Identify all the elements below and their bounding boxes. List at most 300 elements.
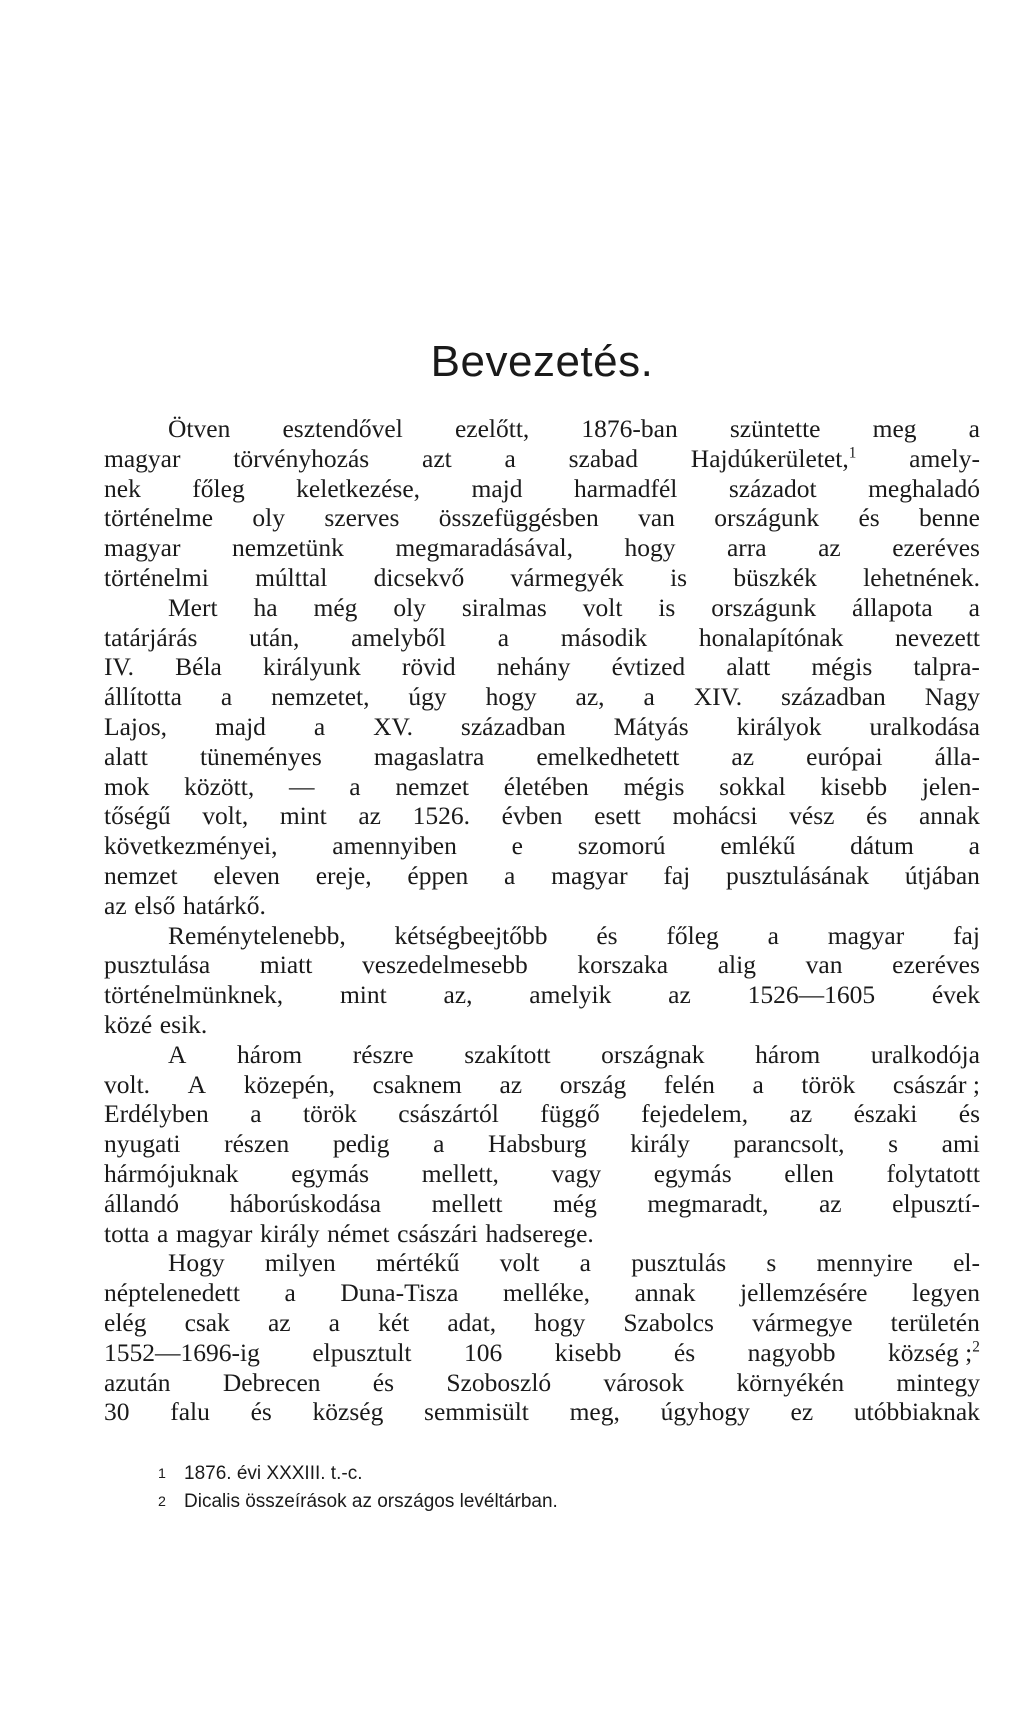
word: tüneményes [199,741,322,771]
footnote [158,1460,958,1488]
word: a [968,414,980,443]
footnote-number: 2 [158,1494,166,1510]
word: Mert [168,592,218,622]
word: község ;$^2$ [887,1337,980,1367]
word: korszaka [577,950,669,980]
word: el- [953,1248,980,1278]
text-line [104,1308,980,1338]
word: pusztulása [104,950,211,980]
word: is [658,592,676,622]
footnote-text: Dicalis összeírások az országos levéltárban. [184,1491,558,1512]
text-line [104,682,980,712]
word: parancsolt, [733,1129,845,1159]
footnote [158,1488,958,1516]
word: azután [104,1367,171,1397]
word: nemzetünk [231,533,344,563]
word: lehetnének. [863,562,980,592]
word: alig [717,950,756,980]
word: egymás [291,1158,370,1188]
word: a [349,771,361,801]
word: pusztulás [631,1248,727,1278]
text-line [104,1368,980,1398]
word: honalapítónak [698,622,844,652]
word: Szabolcs [623,1307,714,1337]
word: alatt [104,741,148,771]
text-line [104,1159,980,1189]
text-line [104,563,980,593]
word: az [104,890,127,920]
word: országunk [714,503,820,533]
word: főleg [666,920,719,950]
word: három [237,1039,303,1069]
word: háborúskodása [229,1188,382,1218]
word: a [328,1307,340,1337]
text-line [104,891,980,921]
word: és [673,1337,696,1367]
word: az, [575,682,605,712]
word: büszkék [733,562,817,592]
word: van [638,503,675,533]
word: a [497,622,510,652]
word: úgyhogy [660,1397,750,1427]
word: benne [919,503,980,533]
word: nemzet [395,771,469,801]
word: nagyobb [747,1337,836,1367]
word: mok [104,771,150,801]
word: hármójuknak [104,1158,239,1188]
word: király [260,1218,320,1248]
word: századot [728,473,817,503]
word: ezeréves [892,533,980,563]
word: az [731,741,755,771]
text-line [104,593,980,623]
word: a [433,1129,445,1159]
word: szabad [568,443,639,473]
word: múlttal [255,562,328,592]
text-line [104,1070,980,1100]
word: ezelőtt, [454,414,530,443]
text-line [104,1099,980,1129]
word: magyar [104,533,181,563]
text-line [104,652,980,682]
word: mennyire [816,1248,913,1278]
word: török [303,1099,357,1129]
text-line [104,1010,980,1040]
word: az [358,801,381,831]
word: folytatott [886,1158,980,1188]
text-line [104,712,980,742]
word: meg, [569,1397,620,1427]
text-line [104,1129,980,1159]
word: ha [253,592,278,622]
word: nek [104,473,141,503]
word: mint [339,980,387,1010]
word: mértékű [375,1248,460,1278]
word: Hogy [168,1248,225,1278]
word: környékén [736,1367,845,1397]
word: 1876-ban [581,414,678,443]
word: felén [663,1069,715,1099]
word: esztendővel [282,414,403,443]
word: a [156,1218,169,1248]
word: között, [184,771,255,801]
word: évek [931,980,980,1010]
word: második [560,622,648,652]
word: álla- [934,741,980,771]
word: mohácsi [672,801,758,831]
word: kisebb [554,1337,622,1367]
word: úgy [408,682,447,712]
word: szerves [324,503,400,533]
word: annak [918,801,980,831]
word: IV. [104,652,134,682]
word: ország [559,1069,627,1099]
word: pedig [332,1129,390,1159]
word: a [643,682,655,712]
word: siralmas [461,592,547,622]
word: Lajos, [104,711,168,741]
word: és [858,503,880,533]
word: összefüggésben [438,503,599,533]
text-line [104,1338,980,1368]
word: falu [170,1397,210,1427]
word: hadserege. [485,1218,594,1248]
word: ez [790,1397,814,1427]
word: évtized [611,652,686,682]
text-line [104,772,980,802]
word: magyar [175,1218,253,1248]
word: amelyik [529,980,612,1010]
word: után, [249,622,300,652]
text-line [104,980,980,1010]
word: században [781,682,886,712]
word: ezeréves [892,950,980,980]
word: alatt [726,652,771,682]
word: első [134,890,176,920]
word: miatt [259,950,313,980]
word: az [668,980,691,1010]
word: a [504,860,516,890]
word: a [250,1099,262,1129]
word: e [511,831,523,861]
word: faj [663,860,691,890]
word: az [499,1069,523,1099]
word: közepén, [243,1069,336,1099]
word: a [767,920,779,950]
word: részen [224,1129,290,1159]
word: A [168,1039,187,1069]
word: vármegye [752,1307,853,1337]
word: faj [953,920,980,950]
word: tatárjárás [104,622,198,652]
word: mellett [431,1188,503,1218]
word: annak [634,1278,696,1308]
word: és [958,1099,980,1129]
word: vármegyék [510,562,624,592]
word: és [250,1397,272,1427]
text-line [104,623,980,653]
word: majd [214,711,266,741]
word: évben [501,801,563,831]
word: megmaradásával, [395,533,574,563]
word: eleven [213,860,280,890]
word: mint [279,801,327,831]
word: azt [422,443,452,473]
word: még [552,1188,597,1218]
word: szomorú [577,831,666,861]
word: király [630,1129,690,1159]
word: részre [352,1039,414,1069]
word: rövid [401,652,456,682]
word: vész [789,801,835,831]
text-line [104,1397,980,1427]
text-line [104,801,980,831]
text-line [104,533,980,563]
word: esik. [159,1009,208,1039]
word: szüntette [729,414,821,443]
word: országnak [601,1039,705,1069]
word: néptelenedett [104,1278,240,1308]
word: jellemzésére [740,1278,868,1308]
text-line [104,742,980,772]
word: nemzetet, [271,682,370,712]
word: ami [941,1129,980,1159]
footnotes [158,1460,958,1516]
word: veszedelmesebb [362,950,528,980]
word: császári [397,1218,478,1248]
word: Ötven [168,414,231,443]
word: Szoboszló [446,1367,552,1397]
word: állandó [104,1188,180,1218]
word: két [378,1307,410,1337]
word: királyok [736,711,822,741]
text-line [104,921,980,951]
word: harmadfél [574,473,678,503]
word: császár ; [892,1069,980,1099]
text-line [104,1219,980,1249]
word: meg [872,414,917,443]
text-line [104,1040,980,1070]
word: magyar [104,443,181,473]
word: mégis [623,771,685,801]
word: a [968,592,980,622]
word: sokkal [719,771,786,801]
word: a [968,831,980,861]
word: és [866,801,888,831]
word: függő [540,1099,600,1129]
word: határkő. [183,890,266,920]
word: Reménytelenebb, [168,920,346,950]
text-line [104,831,980,861]
word: a [752,1069,764,1099]
word: a [579,1248,591,1278]
word: hogy [624,533,676,563]
word: állította [104,682,182,712]
word: milyen [264,1248,336,1278]
word: állapota [852,592,933,622]
word: magyar [551,860,628,890]
word: az [789,1099,813,1129]
word: történelme [104,503,214,533]
word: meghaladó [868,473,980,503]
word: adat, [447,1307,497,1337]
word: közé [104,1009,153,1039]
word: német [327,1218,390,1248]
text-line [104,444,980,474]
word: városok [603,1367,685,1397]
word: Nagy [924,682,980,712]
word: mintegy [896,1367,980,1397]
word: még [313,592,358,622]
word: északi [853,1099,918,1129]
word: s [766,1248,777,1278]
word: hogy [485,682,537,712]
word: legyen [912,1278,980,1308]
word: 30 [104,1397,130,1427]
word: következményei, [104,831,278,861]
word: és [372,1367,395,1397]
word: Debrecen [222,1367,321,1397]
word: tőségű [104,801,171,831]
text-line [104,503,980,533]
word: elég [104,1307,147,1337]
word: A [187,1069,207,1099]
word: uralkodója [870,1039,980,1069]
footnote-text: 1876. évi XXXIII. t.-c. [184,1463,363,1484]
word: oly [393,592,426,622]
word: században [460,711,566,741]
word: XV. [373,711,413,741]
word: dicsekvő [373,562,465,592]
word: életében [503,771,589,801]
word: az [818,533,841,563]
word: vagy [551,1158,602,1188]
word: magaslatra [373,741,485,771]
word: arra [726,533,767,563]
word: a [220,682,233,712]
word: az, [443,980,473,1010]
text-line [104,1189,980,1219]
page-title: Bevezetés. [430,337,654,386]
word: császártól [398,1099,499,1129]
word: volt, [202,801,249,831]
word: ellen [784,1158,834,1188]
word: Habsburg [487,1129,587,1159]
word: 106 [464,1337,503,1367]
word: totta [104,1218,150,1248]
word: az [267,1307,291,1337]
word: szakított [464,1039,551,1069]
word: a [284,1278,296,1308]
word: történelmünknek, [104,980,284,1010]
word: volt [582,592,623,622]
word: amely- [909,443,980,473]
word: kisebb [820,771,888,801]
word: és [596,920,618,950]
word: Hajdúkerületet,$^1$ [690,443,857,473]
word: talpra- [913,652,980,682]
text-line [104,1278,980,1308]
word: jelen- [921,771,980,801]
word: — [289,771,315,801]
word: Duna-Tisza [340,1278,459,1308]
word: nyugati [104,1129,181,1159]
word: emelkedhetett [536,741,680,771]
word: az [818,1188,842,1218]
word: van [805,950,843,980]
word: útjában [904,860,980,890]
word: három [755,1039,821,1069]
word: 1526—1605 [747,980,876,1010]
word: mellett, [421,1158,499,1188]
word: elpusztult [312,1337,412,1367]
word: oly [252,503,285,533]
word: hogy [534,1307,586,1337]
word: országunk [711,592,817,622]
word: dátum [850,831,914,861]
word: csak [184,1307,230,1337]
word: európai [806,741,883,771]
word: Mátyás [613,711,689,741]
word: nevezett [895,622,980,652]
word: nemzet [104,860,178,890]
word: semmisült [424,1397,529,1427]
word: királyunk [262,652,361,682]
footnote-marker: 2 [972,1338,980,1356]
word: esett [594,801,641,831]
word: Béla [175,652,222,682]
word: amennyiben [332,831,457,861]
word: utóbbiaknak [853,1397,980,1427]
word: csaknem [372,1069,462,1099]
word: fejedelem, [641,1099,749,1129]
word: Erdélyben [104,1099,209,1129]
word: volt [499,1248,540,1278]
text-line [104,414,980,444]
word: éppen [407,860,469,890]
word: főleg [192,473,245,503]
word: melléke, [502,1278,591,1308]
word: ereje, [315,860,372,890]
word: mégis [811,652,873,682]
word: is [670,562,688,592]
word: emlékű [720,831,796,861]
text-line [104,474,980,504]
word: a [504,443,516,473]
word: történelmi [104,562,209,592]
word: 1526. [412,801,470,831]
word: magyar [827,920,905,950]
word: volt. [104,1069,151,1099]
word: XIV. [693,682,743,712]
text-line [104,1248,980,1278]
body-text [104,414,980,1427]
word: s [888,1129,899,1159]
word: község [312,1397,384,1427]
word: egymás [653,1158,732,1188]
text-line [104,861,980,891]
word: pusztulásának [726,860,870,890]
word: keletkezése, [296,473,421,503]
word: török [801,1069,856,1099]
word: elpusztí- [892,1188,980,1218]
word: nehány [496,652,571,682]
word: területén [890,1307,980,1337]
word: a [313,711,326,741]
text-line [104,950,980,980]
word: kétségbeejtőbb [394,920,548,950]
footnote-number: 1 [158,1466,166,1482]
